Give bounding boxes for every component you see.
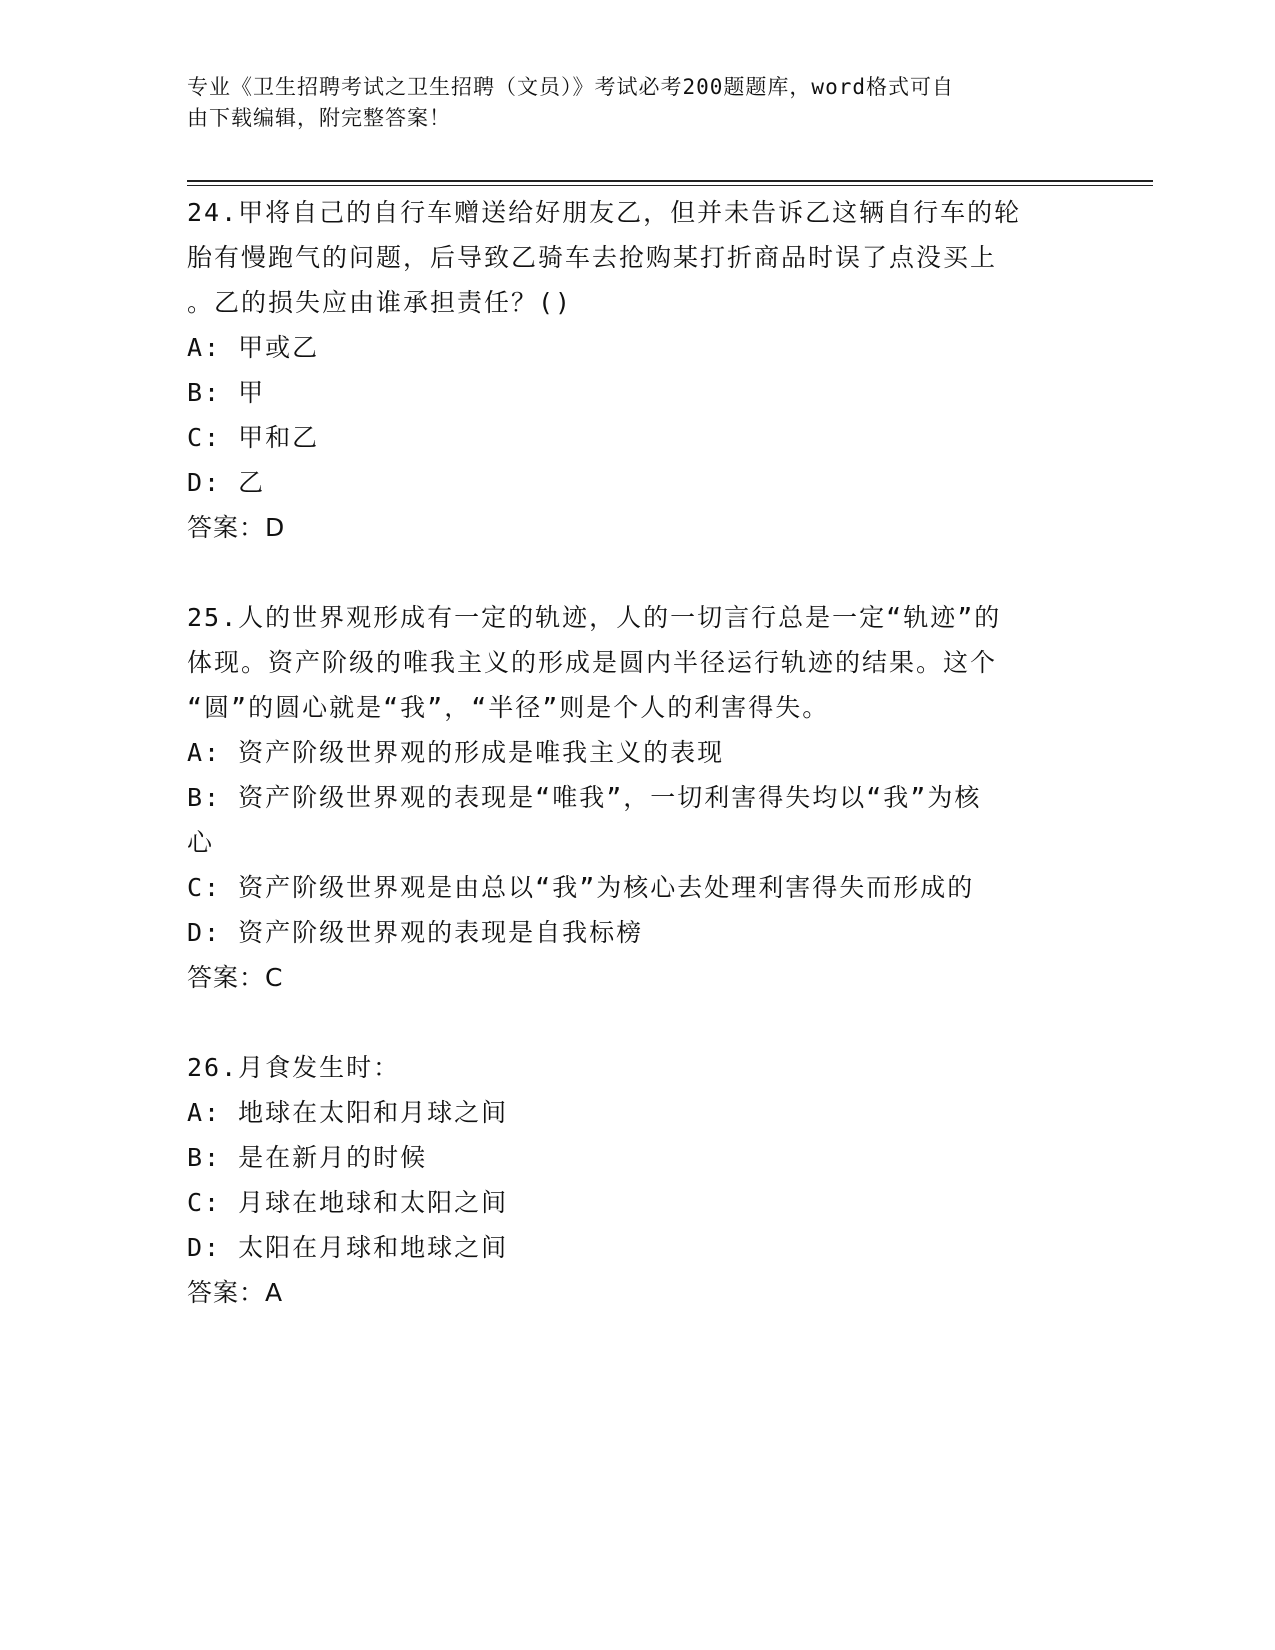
option-b: B: 资产阶级世界观的表现是“唯我”，一切利害得失均以“我”为核 — [187, 783, 982, 812]
option-b: B: 是在新月的时候 — [187, 1143, 428, 1172]
answer: 答案：A — [187, 1278, 284, 1307]
option-a: A: 地球在太阳和月球之间 — [187, 1098, 509, 1127]
header-rule-thin — [187, 185, 1153, 186]
question-text-line: 体现。资产阶级的唯我主义的形成是圆内半径运行轨迹的结果。这个 — [187, 648, 998, 677]
option-b-continued: 心 — [187, 828, 215, 857]
option-c: C: 月球在地球和太阳之间 — [187, 1188, 509, 1217]
question-text-line: 24.甲将自己的自行车赠送给好朋友乙，但并未告诉乙这辆自行车的轮 — [187, 198, 1022, 227]
answer: 答案：D — [187, 513, 286, 542]
document-header — [187, 72, 1067, 134]
option-c: C: 甲和乙 — [187, 423, 320, 452]
question-spacer — [187, 550, 1087, 595]
answer: 答案：C — [187, 963, 284, 992]
question-spacer — [187, 1000, 1087, 1045]
question-list — [187, 190, 1087, 1315]
option-d: D: 资产阶级世界观的表现是自我标榜 — [187, 918, 644, 947]
header-line-2: 由下载编辑，附完整答案！ — [187, 106, 451, 130]
option-d: D: 乙 — [187, 468, 266, 497]
question-24 — [187, 190, 1087, 550]
option-a: A: 甲或乙 — [187, 333, 320, 362]
header-rule-thick — [187, 180, 1153, 182]
question-text-line: “圆”的圆心就是“我”，“半径”则是个人的利害得失。 — [187, 693, 830, 722]
question-26 — [187, 1045, 1087, 1315]
question-text-line: 胎有慢跑气的问题，后导致乙骑车去抢购某打折商品时误了点没买上 — [187, 243, 998, 272]
option-c: C: 资产阶级世界观是由总以“我”为核心去处理利害得失而形成的 — [187, 873, 975, 902]
option-b: B: 甲 — [187, 378, 266, 407]
header-line-1: 专业《卫生招聘考试之卫生招聘（文员）》考试必考200题题库，word格式可自 — [187, 75, 954, 99]
question-text-line: 26.月食发生时： — [187, 1053, 401, 1082]
question-text-line: 25.人的世界观形成有一定的轨迹，人的一切言行总是一定“轨迹”的 — [187, 603, 1002, 632]
option-a: A: 资产阶级世界观的形成是唯我主义的表现 — [187, 738, 725, 767]
question-text-line: 。乙的损失应由谁承担责任？() — [187, 288, 573, 317]
option-d: D: 太阳在月球和地球之间 — [187, 1233, 509, 1262]
question-25 — [187, 595, 1087, 1000]
